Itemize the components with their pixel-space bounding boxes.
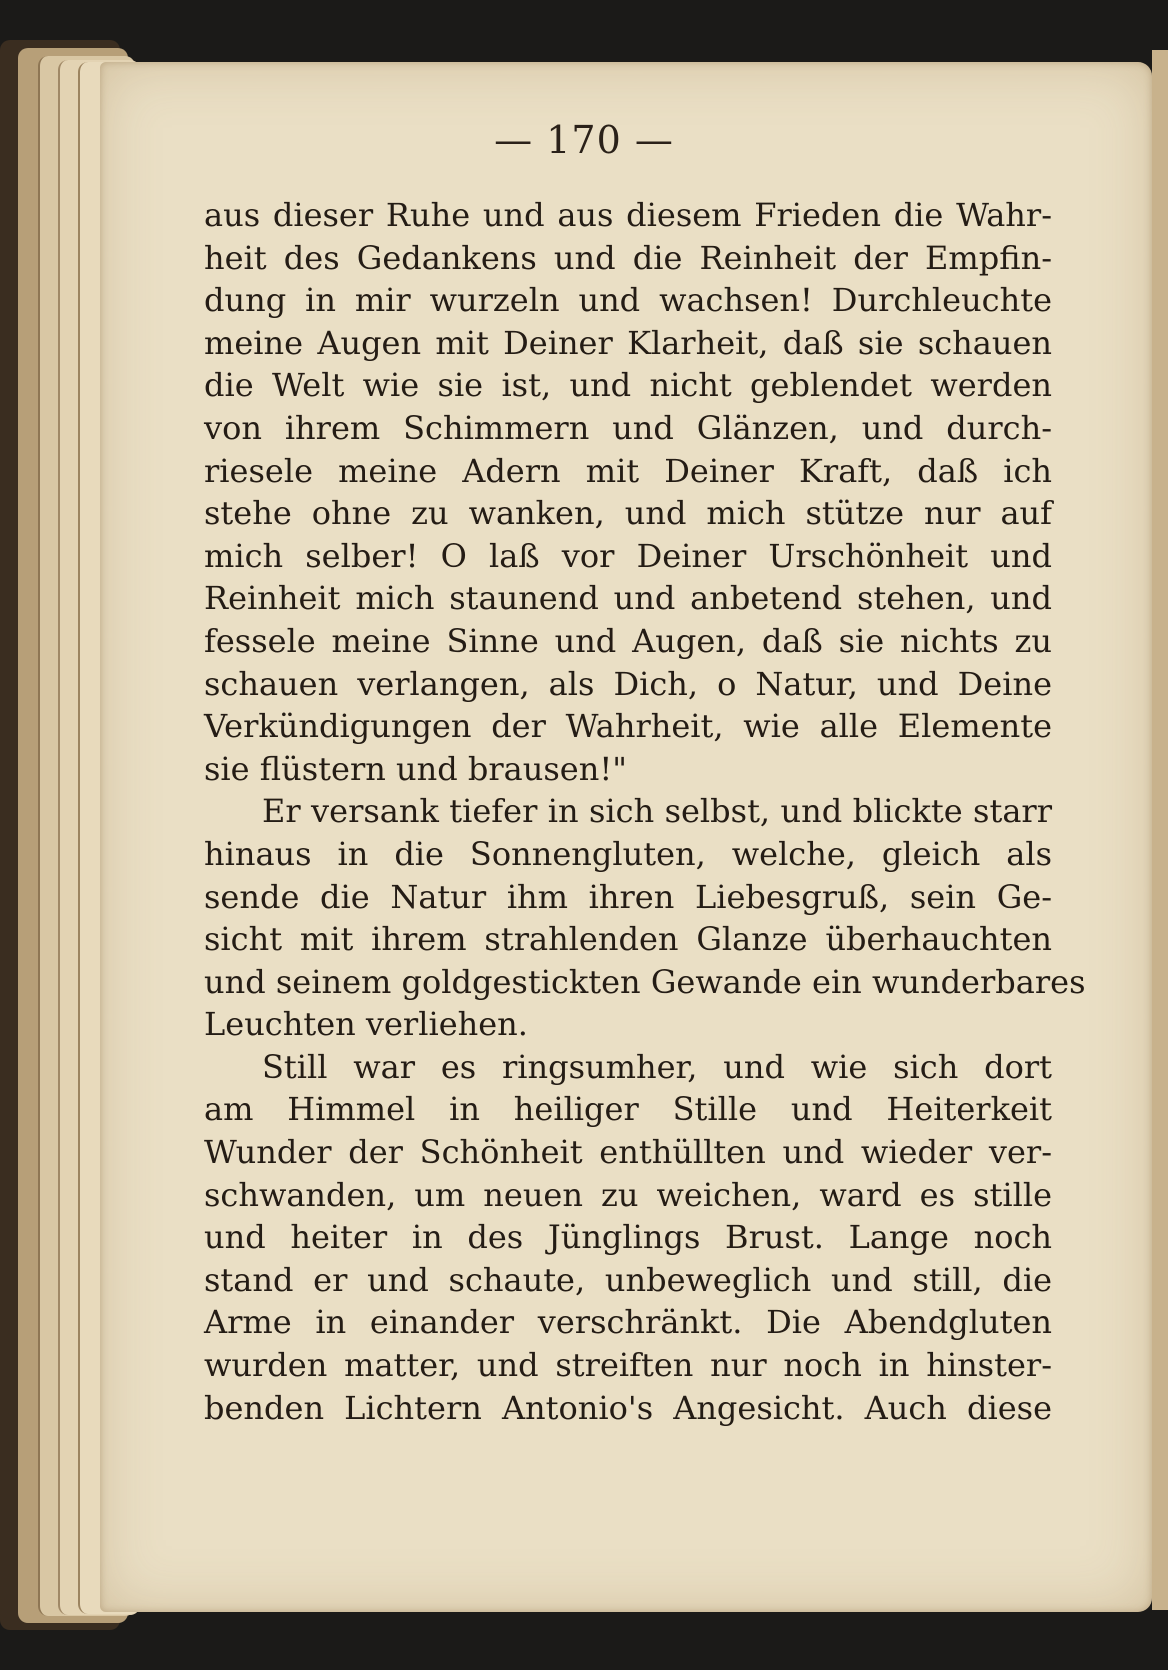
text-line: sicht mit ihrem strahlenden Glanze überhauchten	[204, 920, 1052, 959]
text-line: wurden matter, und streiften nur noch in hinster-	[204, 1346, 1052, 1385]
text-line: und heiter in des Jünglings Brust. Lange noch	[204, 1218, 1052, 1257]
body-text	[204, 194, 1086, 1429]
text-line: hinaus in die Sonnengluten, welche, gleich als	[204, 834, 1052, 873]
text-line: von ihrem Schimmern und Glänzen, und durch-	[204, 408, 1052, 447]
text-line: schauen verlangen, als Dich, o Natur, und Deine	[204, 664, 1052, 703]
text-line: Wunder der Schönheit enthüllten und wieder ver-	[204, 1133, 1052, 1172]
text-line: schwanden, um neuen zu weichen, ward es stille	[204, 1175, 1052, 1214]
text-line: Er versank tiefer in sich selbst, und blickte starr	[262, 792, 1052, 831]
text-line: sende die Natur ihm ihren Liebesgruß, sein Ge-	[204, 877, 1052, 916]
text-line: stand er und schaute, unbeweglich und still, die	[204, 1260, 1052, 1299]
text-line: dung in mir wurzeln und wachsen! Durchleuchte	[204, 281, 1052, 320]
text-line: Leuchten verliehen.	[204, 1005, 528, 1044]
text-line: Arme in einander verschränkt. Die Abendgluten	[204, 1303, 1052, 1342]
text-line: heit des Gedankens und die Reinheit der Empfin-	[204, 238, 1052, 277]
text-line: riesele meine Adern mit Deiner Kraft, daß ich	[204, 451, 1052, 490]
text-line: am Himmel in heiliger Stille und Heiterkeit	[204, 1090, 1052, 1129]
text-line: meine Augen mit Deiner Klarheit, daß sie schauen	[204, 323, 1052, 362]
text-line: stehe ohne zu wanken, und mich stütze nur auf	[204, 494, 1052, 533]
text-line: Still war es ringsumher, und wie sich dort	[262, 1047, 1052, 1086]
text-line: und seinem goldgestickten Gewande ein wunderbares	[204, 962, 1086, 1001]
right-page-edge	[1152, 50, 1168, 1610]
text-line: Verkündigungen der Wahrheit, wie alle Elemente	[204, 707, 1052, 746]
text-line: benden Lichtern Antonio's Angesicht. Auch diese	[204, 1388, 1052, 1427]
text-line: sie flüstern und brausen!"	[204, 749, 627, 788]
page-number: — 170 —	[494, 118, 674, 162]
text-line: aus dieser Ruhe und aus diesem Frieden die Wahr-	[204, 196, 1052, 234]
text-line: mich selber! O laß vor Deiner Urschönheit und	[204, 536, 1052, 575]
text-line: Reinheit mich staunend und anbetend stehen, und	[204, 579, 1052, 618]
text-line: die Welt wie sie ist, und nicht geblendet werden	[204, 366, 1052, 405]
text-line: fessele meine Sinne und Augen, daß sie nichts zu	[204, 621, 1052, 660]
